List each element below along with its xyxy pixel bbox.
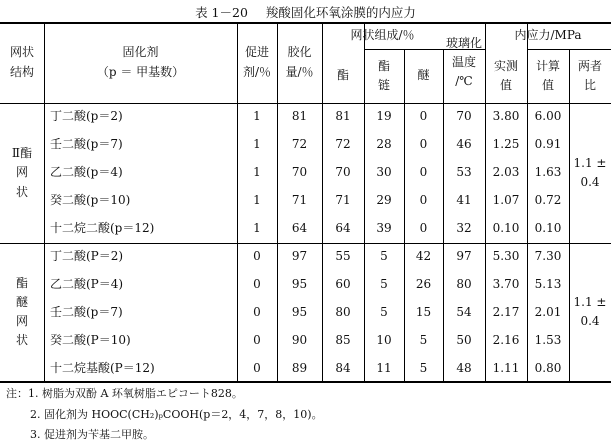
cell-calc: 0.80 [534, 361, 562, 376]
cell-promoter: 1 [253, 109, 261, 124]
header-tg [443, 22, 485, 103]
cell-agent: 乙二酸(P＝4) [50, 277, 124, 292]
cell-measured: 2.17 [492, 305, 520, 320]
cell-ester: 85 [335, 333, 351, 348]
header-structure [0, 22, 44, 103]
cell-ester: 80 [335, 305, 351, 320]
cell-calc: 1.53 [534, 333, 562, 348]
cell-chain: 30 [376, 165, 392, 180]
header-structure-line-1: 网状 [9, 45, 34, 60]
cell-promoter: 1 [253, 193, 261, 208]
header-gel-line-2: 量/％ [285, 64, 314, 79]
cell-measured: 2.03 [492, 165, 520, 180]
table-number: 表 1－20 [195, 5, 248, 20]
group-ratio-1-line-1: 1.1 ± [573, 155, 607, 170]
cell-ether: 0 [419, 221, 428, 236]
cell-measured: 5.30 [492, 249, 520, 264]
cell-gel: 70 [291, 165, 308, 180]
cell-gel: 81 [291, 109, 308, 124]
cell-gel: 89 [291, 361, 308, 376]
cell-ether: 15 [415, 305, 432, 320]
cell-ether: 0 [419, 109, 428, 124]
cell-tg: 80 [456, 277, 472, 292]
header-ratio [569, 49, 611, 103]
header-structure-line-2: 结构 [9, 64, 34, 79]
cell-gel: 90 [291, 333, 308, 348]
group-ratio-2-line-1: 1.1 ± [573, 294, 607, 309]
cell-ester: 84 [335, 361, 351, 376]
header-curing-agent-line-1: 固化剂 [122, 45, 159, 60]
header-measured-line-2: 值 [499, 78, 512, 92]
cell-calc: 0.91 [534, 137, 562, 152]
cell-ester: 64 [335, 221, 351, 236]
header-ether: 醚 [417, 68, 430, 83]
cell-gel: 71 [291, 193, 308, 208]
group-structure-1 [0, 103, 44, 243]
header-tg-line-2: 温度 [451, 54, 476, 69]
cell-promoter: 0 [253, 305, 261, 320]
cell-chain: 5 [380, 277, 388, 292]
cell-measured: 1.07 [492, 193, 520, 208]
header-ester-chain-line-2: 链 [377, 78, 390, 92]
header-tg-line-1: 玻璃化 [445, 35, 482, 50]
table-title: 羧酸固化环氧涂膜的内应力 [265, 5, 416, 20]
cell-gel: 97 [291, 249, 308, 264]
cell-promoter: 1 [253, 137, 261, 152]
header-ester: 酯 [336, 68, 349, 83]
cell-chain: 5 [380, 249, 388, 264]
cell-chain: 5 [380, 305, 388, 320]
cell-chain: 10 [376, 333, 392, 348]
group-ratio-2-line-2: 0.4 [580, 314, 600, 328]
cell-ether: 0 [419, 193, 428, 208]
cell-calc: 0.72 [534, 193, 562, 208]
group-structure-1-line-1: Ⅱ酯 [11, 146, 33, 161]
header-curing-agent [44, 22, 237, 103]
cell-tg: 32 [456, 221, 472, 236]
cell-promoter: 0 [253, 277, 261, 292]
cell-tg: 97 [456, 249, 472, 264]
cell-measured: 1.11 [492, 361, 520, 376]
cell-ester: 60 [335, 277, 351, 292]
group-structure-2-line-4: 状 [15, 333, 28, 348]
cell-tg: 48 [456, 361, 472, 376]
group-ratio-1-line-2: 0.4 [580, 175, 600, 189]
table-caption [0, 3, 611, 21]
header-tg-line-3: /℃ [455, 74, 473, 89]
header-promoter-line-2: 剂/％ [242, 64, 272, 79]
header-ester-chain-line-1: 酯 [377, 58, 390, 73]
cell-agent: 丁二酸(P＝2) [50, 249, 124, 264]
cell-gel: 95 [291, 305, 308, 320]
header-ester-chain [364, 49, 404, 103]
cell-agent: 壬二酸(p＝7) [50, 305, 123, 320]
cell-chain: 39 [376, 221, 392, 236]
cell-agent: 乙二酸(p＝4) [50, 165, 123, 180]
cell-agent: 癸二酸(P＝10) [50, 333, 131, 348]
cell-agent: 壬二酸(p＝7) [50, 137, 123, 152]
group-structure-2 [0, 243, 44, 381]
cell-measured: 3.70 [492, 277, 520, 292]
header-promoter [237, 22, 277, 103]
cell-ether: 0 [419, 137, 428, 152]
cell-calc: 0.10 [534, 221, 562, 236]
cell-ester: 71 [335, 193, 351, 208]
cell-calc: 1.63 [534, 165, 562, 180]
group-structure-2-line-2: 醚 [15, 294, 28, 309]
header-internal-stress: 内应力/MPa [514, 27, 582, 42]
cell-ether: 5 [419, 361, 428, 376]
cell-tg: 70 [456, 109, 472, 124]
cell-ether: 42 [415, 249, 432, 264]
cell-tg: 54 [456, 305, 472, 320]
header-gel-line-1: 胶化 [287, 45, 312, 60]
group-structure-1-line-2: 网 [15, 165, 28, 180]
cell-promoter: 0 [253, 249, 261, 264]
header-curing-agent-line-2: （p ＝ 甲基数） [96, 64, 185, 79]
cell-chain: 11 [376, 361, 392, 376]
header-promoter-line-1: 促进 [244, 45, 269, 60]
cell-ether: 26 [415, 277, 432, 292]
cell-ether: 0 [419, 165, 428, 180]
cell-measured: 1.25 [492, 137, 520, 152]
header-calculated-line-1: 计算 [535, 58, 560, 73]
cell-tg: 53 [456, 165, 472, 180]
cell-agent: 十二烷二酸(p＝12) [50, 221, 155, 236]
cell-measured: 3.80 [492, 109, 520, 124]
group-structure-1-line-3: 状 [15, 184, 28, 199]
cell-gel: 95 [291, 277, 308, 292]
group-structure-2-line-3: 网 [15, 314, 28, 328]
cell-tg: 46 [456, 137, 472, 152]
cell-calc: 6.00 [534, 109, 562, 124]
note-1: 注：1. 树脂为双酚 A 环氧树脂エピコート828。 [6, 387, 243, 400]
header-measured [485, 49, 527, 103]
header-calculated [527, 49, 569, 103]
cell-agent: 丁二酸(p＝2) [50, 109, 123, 124]
header-measured-line-1: 实测 [493, 58, 518, 73]
cell-ester: 81 [335, 109, 351, 124]
cell-ether: 5 [419, 333, 428, 348]
cell-calc: 2.01 [534, 305, 562, 320]
header-ratio-line-2: 比 [583, 78, 596, 92]
cell-measured: 0.10 [492, 221, 520, 236]
cell-promoter: 0 [253, 361, 261, 376]
group-ratio-1 [569, 103, 611, 243]
header-gel [277, 22, 322, 103]
header-calculated-line-2: 值 [541, 78, 554, 92]
cell-agent: 十二烷基酸(P＝12) [50, 361, 155, 376]
note-2: 2. 固化剂为 HOOC(CH₂)ₚCOOH(p＝2，4，7，8，10)。 [30, 408, 323, 421]
cell-calc: 7.30 [534, 249, 562, 264]
cell-promoter: 1 [253, 221, 261, 236]
cell-promoter: 0 [253, 333, 261, 348]
header-network-composition: 网状组成/％ [350, 27, 415, 42]
cell-measured: 2.16 [492, 333, 520, 348]
cell-ester: 72 [335, 137, 351, 152]
cell-promoter: 1 [253, 165, 261, 180]
header-ratio-line-1: 两者 [577, 58, 602, 73]
cell-ester: 70 [335, 165, 351, 180]
group-structure-2-line-1: 酯 [15, 275, 28, 290]
cell-tg: 41 [456, 193, 472, 208]
cell-chain: 19 [376, 109, 392, 124]
cell-chain: 28 [376, 137, 392, 152]
note-3: 3. 促进剂为苄基二甲胺。 [30, 428, 154, 441]
cell-chain: 29 [376, 193, 392, 208]
cell-tg: 50 [456, 333, 472, 348]
cell-gel: 72 [291, 137, 308, 152]
cell-agent: 癸二酸(p＝10) [50, 193, 131, 208]
cell-calc: 5.13 [534, 277, 562, 292]
group-ratio-2 [569, 243, 611, 381]
cell-ester: 55 [335, 249, 351, 264]
cell-gel: 64 [291, 221, 308, 236]
